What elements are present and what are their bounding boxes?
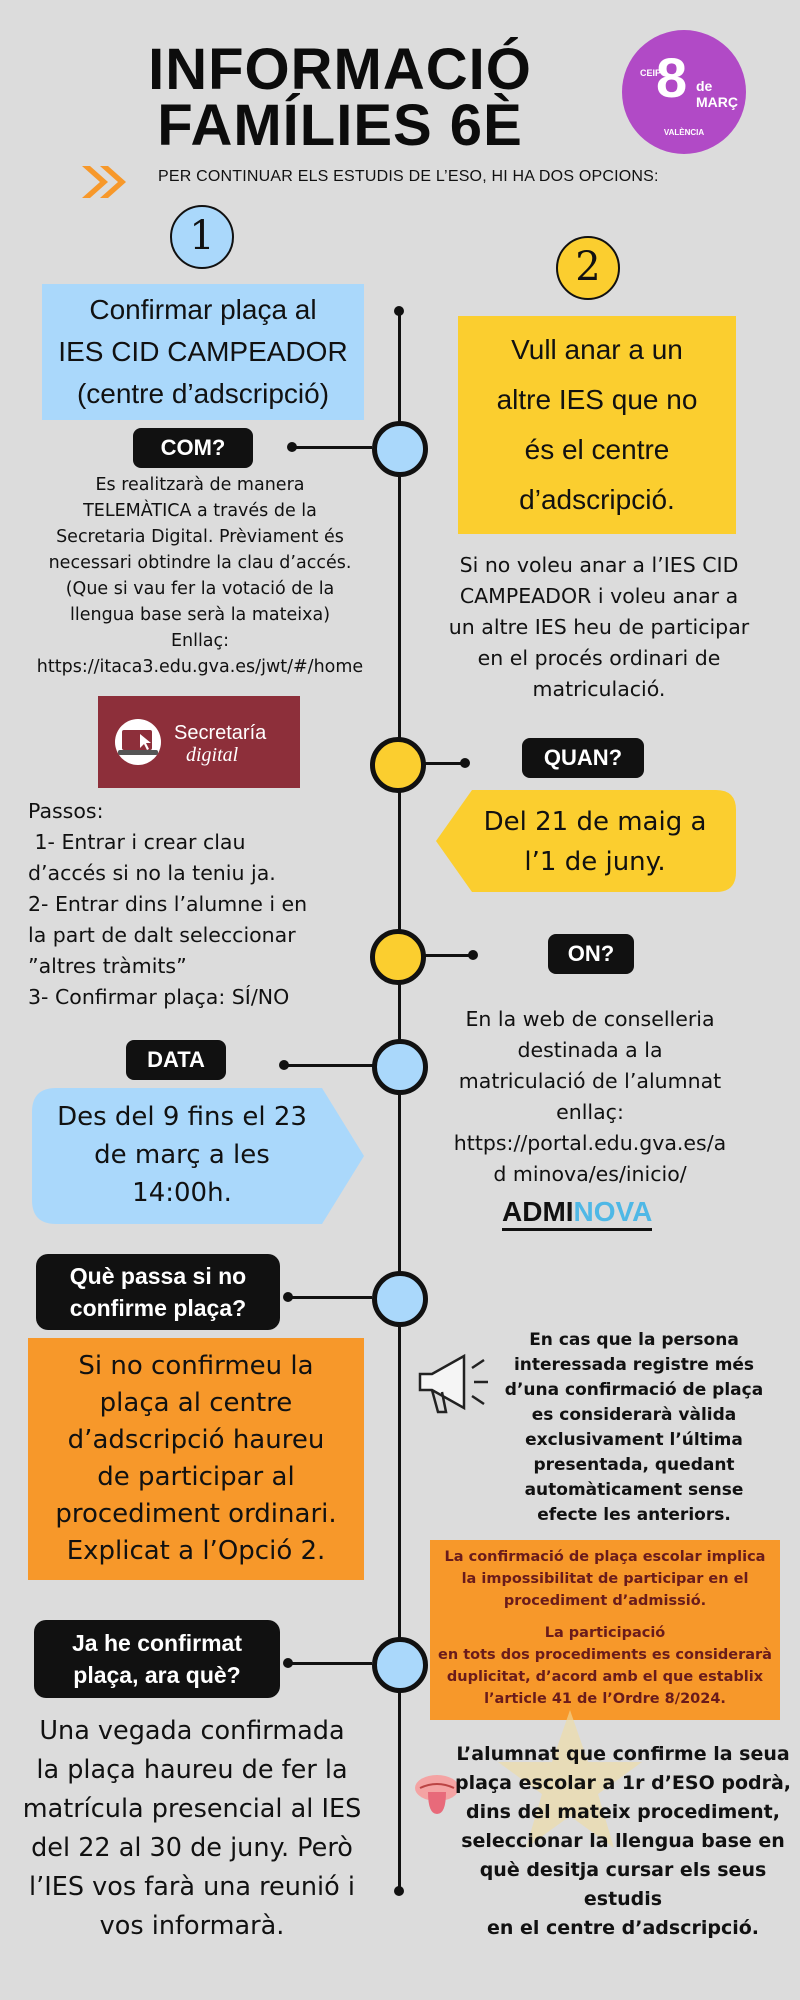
connector-data (284, 1064, 374, 1067)
data-line: Des del 9 fins el 23 (57, 1102, 307, 1132)
language-line: L’alumnat que confirme la seua (456, 1743, 790, 1765)
com-label: COM? (133, 428, 253, 468)
step-line: 2- Entrar dins l’alumne i en (28, 892, 308, 916)
option-2-heading-line: altre IES que no (496, 384, 698, 415)
steps-list (28, 796, 373, 1013)
timeline-node-com (372, 421, 428, 477)
language-text (450, 1740, 796, 1943)
warning-box (430, 1540, 780, 1720)
what-if-text-line: Explicat a l’Opció 2. (66, 1536, 326, 1566)
already-confirmed-label (34, 1620, 280, 1698)
what-if-line: confirme plaça? (69, 1295, 247, 1321)
option-1-heading (42, 284, 364, 420)
already-confirmed-line: Ja he confirmat (72, 1630, 242, 1656)
notice-text (474, 1328, 794, 1528)
data-line: de març a les (94, 1140, 270, 1170)
on-line: enllaç: (556, 1100, 624, 1124)
com-text (10, 472, 390, 680)
adminova-admi: ADMI (502, 1196, 574, 1227)
already-confirmed-text (8, 1712, 376, 1946)
secretaria-text: Secretaría (174, 722, 267, 744)
language-line: què desitja cursar els seus estudis (479, 1859, 767, 1910)
option-1-number: 1 (189, 213, 215, 259)
connector-on (422, 954, 472, 957)
notice-line: En cas que la persona (529, 1330, 739, 1350)
warning-line: l’article 41 de l’Ordre 8/2024. (484, 1691, 726, 1707)
option-2-intro-line: un altre IES heu de participar (448, 615, 750, 639)
language-line: en el centre d’adscripció. (486, 1917, 759, 1939)
option-2-badge (556, 236, 620, 300)
connector-end-dot (468, 950, 478, 960)
warning-line: La participació (544, 1625, 666, 1641)
connector-what (288, 1296, 372, 1299)
option-1-heading-line: Confirmar plaça al (89, 294, 317, 325)
secretaria-digital-logo (98, 696, 300, 788)
itaca-link[interactable]: https://itaca3.edu.gva.es/jwt/#/home (36, 657, 364, 677)
connector-com (292, 446, 372, 449)
adminova-logo[interactable] (502, 1196, 652, 1231)
logo-ceip: CEIP (640, 68, 662, 78)
warning-line: duplicitat, d’acord amb el que establix (446, 1669, 764, 1685)
what-if-line: Què passa si no (69, 1263, 247, 1289)
what-if-text (28, 1338, 364, 1580)
connector-end-dot (283, 1292, 293, 1302)
timeline-node-on (370, 929, 426, 985)
timeline-end-dot (394, 1886, 404, 1896)
already-confirmed-text-line: matrícula presencial al IES (22, 1794, 362, 1824)
timeline-node-quan (370, 737, 426, 793)
already-confirmed-text-line: la plaça haureu de fer la (36, 1755, 348, 1785)
school-logo (622, 30, 746, 154)
what-if-text-line: plaça al centre (99, 1388, 293, 1418)
language-line: plaça escolar a 1r d’ESO podrà, (454, 1772, 792, 1794)
adminova-nova: NOVA (573, 1196, 653, 1227)
connector-end-dot (460, 758, 470, 768)
already-confirmed-text-line: del 22 al 30 de juny. Però (31, 1833, 353, 1863)
notice-line: d’una confirmació de plaça (504, 1380, 764, 1400)
com-line: Es realitzarà de manera (95, 475, 305, 495)
com-line: Enllaç: (170, 631, 230, 651)
timeline-node-what (372, 1271, 428, 1327)
quan-line: Del 21 de maig a (483, 807, 707, 837)
option-2-intro-line: CAMPEADOR i voleu anar a (459, 584, 739, 608)
timeline-start-dot (394, 306, 404, 316)
notice-line: exclusivament l’última (525, 1430, 743, 1450)
step-line: ”altres tràmits” (28, 954, 187, 978)
com-line: llengua base serà la mateixa) (69, 605, 331, 625)
warning-line: la impossibilitat de participar en el (461, 1571, 749, 1587)
on-label: ON? (548, 934, 634, 974)
what-if-text-line: procediment ordinari. (55, 1499, 337, 1529)
data-label: DATA (126, 1040, 226, 1080)
portal-link-cont[interactable]: d minova/es/inicio/ (493, 1162, 687, 1186)
already-confirmed-text-line: vos informarà. (99, 1911, 285, 1941)
data-text (32, 1098, 332, 1212)
option-1-badge (170, 205, 234, 269)
step-line: 3- Confirmar plaça: SÍ/NO (28, 985, 290, 1009)
what-if-text-line: de participar al (97, 1462, 295, 1492)
notice-line: efecte les anteriors. (537, 1505, 731, 1525)
option-2-heading-line: d’adscripció. (519, 484, 675, 515)
option-1-heading-line: (centre d’adscripció) (76, 378, 330, 409)
com-line: Secretaria Digital. Prèviament és (56, 527, 344, 547)
on-line: matriculació de l’alumnat (458, 1069, 722, 1093)
already-confirmed-text-line: Una vegada confirmada (39, 1716, 345, 1746)
title-line-1: INFORMACIÓ (148, 37, 532, 102)
option-2-heading (458, 316, 736, 534)
option-2-number: 2 (575, 244, 601, 290)
data-line: 14:00h. (132, 1178, 232, 1208)
timeline-node-done (372, 1637, 428, 1693)
language-line: dins del mateix procediment, (466, 1801, 780, 1823)
what-if-text-line: d’adscripció haureu (67, 1425, 325, 1455)
notice-line: es considerarà vàlida (531, 1405, 737, 1425)
option-2-intro-line: Si no voleu anar a l’IES CID (459, 553, 739, 577)
step-line: d’accés si no la teniu ja. (28, 861, 276, 885)
option-2-heading-line: és el centre (524, 434, 670, 465)
option-2-heading-line: Vull anar a un (511, 334, 683, 365)
quan-text (470, 802, 720, 882)
what-if-label (36, 1254, 280, 1330)
quan-label: QUAN? (522, 738, 644, 778)
com-line: (Que si vau fer la votació de la (65, 579, 335, 599)
logo-marc: MARÇ (696, 94, 738, 110)
option-1-heading-line: IES CID CAMPEADOR (58, 336, 348, 367)
portal-link[interactable]: https://portal.edu.gva.es/a (453, 1131, 727, 1155)
on-text (420, 1004, 760, 1190)
option-2-intro-line: matriculació. (532, 677, 666, 701)
title-line-2: FAMÍLIES 6È (157, 93, 523, 158)
steps-title: Passos: (28, 799, 104, 823)
on-line: En la web de conselleria (465, 1007, 715, 1031)
option-2-intro-line: en el procés ordinari de (477, 646, 721, 670)
connector-end-dot (279, 1060, 289, 1070)
already-confirmed-text-line: l’IES vos farà una reunió i (29, 1872, 355, 1902)
connector-quan (424, 762, 464, 765)
connector-done (288, 1662, 372, 1665)
warning-line: procediment d’admissió. (503, 1593, 707, 1609)
language-line: seleccionar la llengua base en (461, 1830, 785, 1852)
laptop-icon (110, 718, 168, 768)
digital-text: digital (186, 744, 239, 766)
com-line: TELEMÀTICA a través de la (83, 501, 317, 521)
notice-line: presentada, quedant (533, 1455, 735, 1475)
already-confirmed-line: plaça, ara què? (73, 1662, 241, 1688)
step-line: 1- Entrar i crear clau (28, 830, 246, 854)
quan-line: l’1 de juny. (524, 847, 666, 877)
what-if-text-line: Si no confirmeu la (78, 1351, 314, 1381)
com-line: necessari obtindre la clau d’accés. (48, 553, 352, 573)
step-line: la part de dalt seleccionar (28, 923, 296, 947)
double-chevron-icon (78, 162, 130, 202)
connector-end-dot (283, 1658, 293, 1668)
notice-line: interessada registre més (513, 1355, 755, 1375)
logo-de: de (696, 78, 713, 94)
notice-line: automàticament sense (524, 1480, 744, 1500)
warning-line: La confirmació de plaça escolar implica (444, 1549, 766, 1565)
option-2-intro (418, 550, 780, 705)
warning-line: en tots dos procediments es considerarà (438, 1647, 772, 1663)
logo-city: VALÈNCIA (663, 128, 705, 137)
page-subtitle: PER CONTINUAR ELS ESTUDIS DE L’ESO, HI HA DOS OPCIONS: (158, 168, 659, 185)
connector-end-dot (287, 442, 297, 452)
page-title (110, 37, 570, 158)
logo-number: 8 (656, 46, 688, 109)
on-line: destinada a la (517, 1038, 663, 1062)
